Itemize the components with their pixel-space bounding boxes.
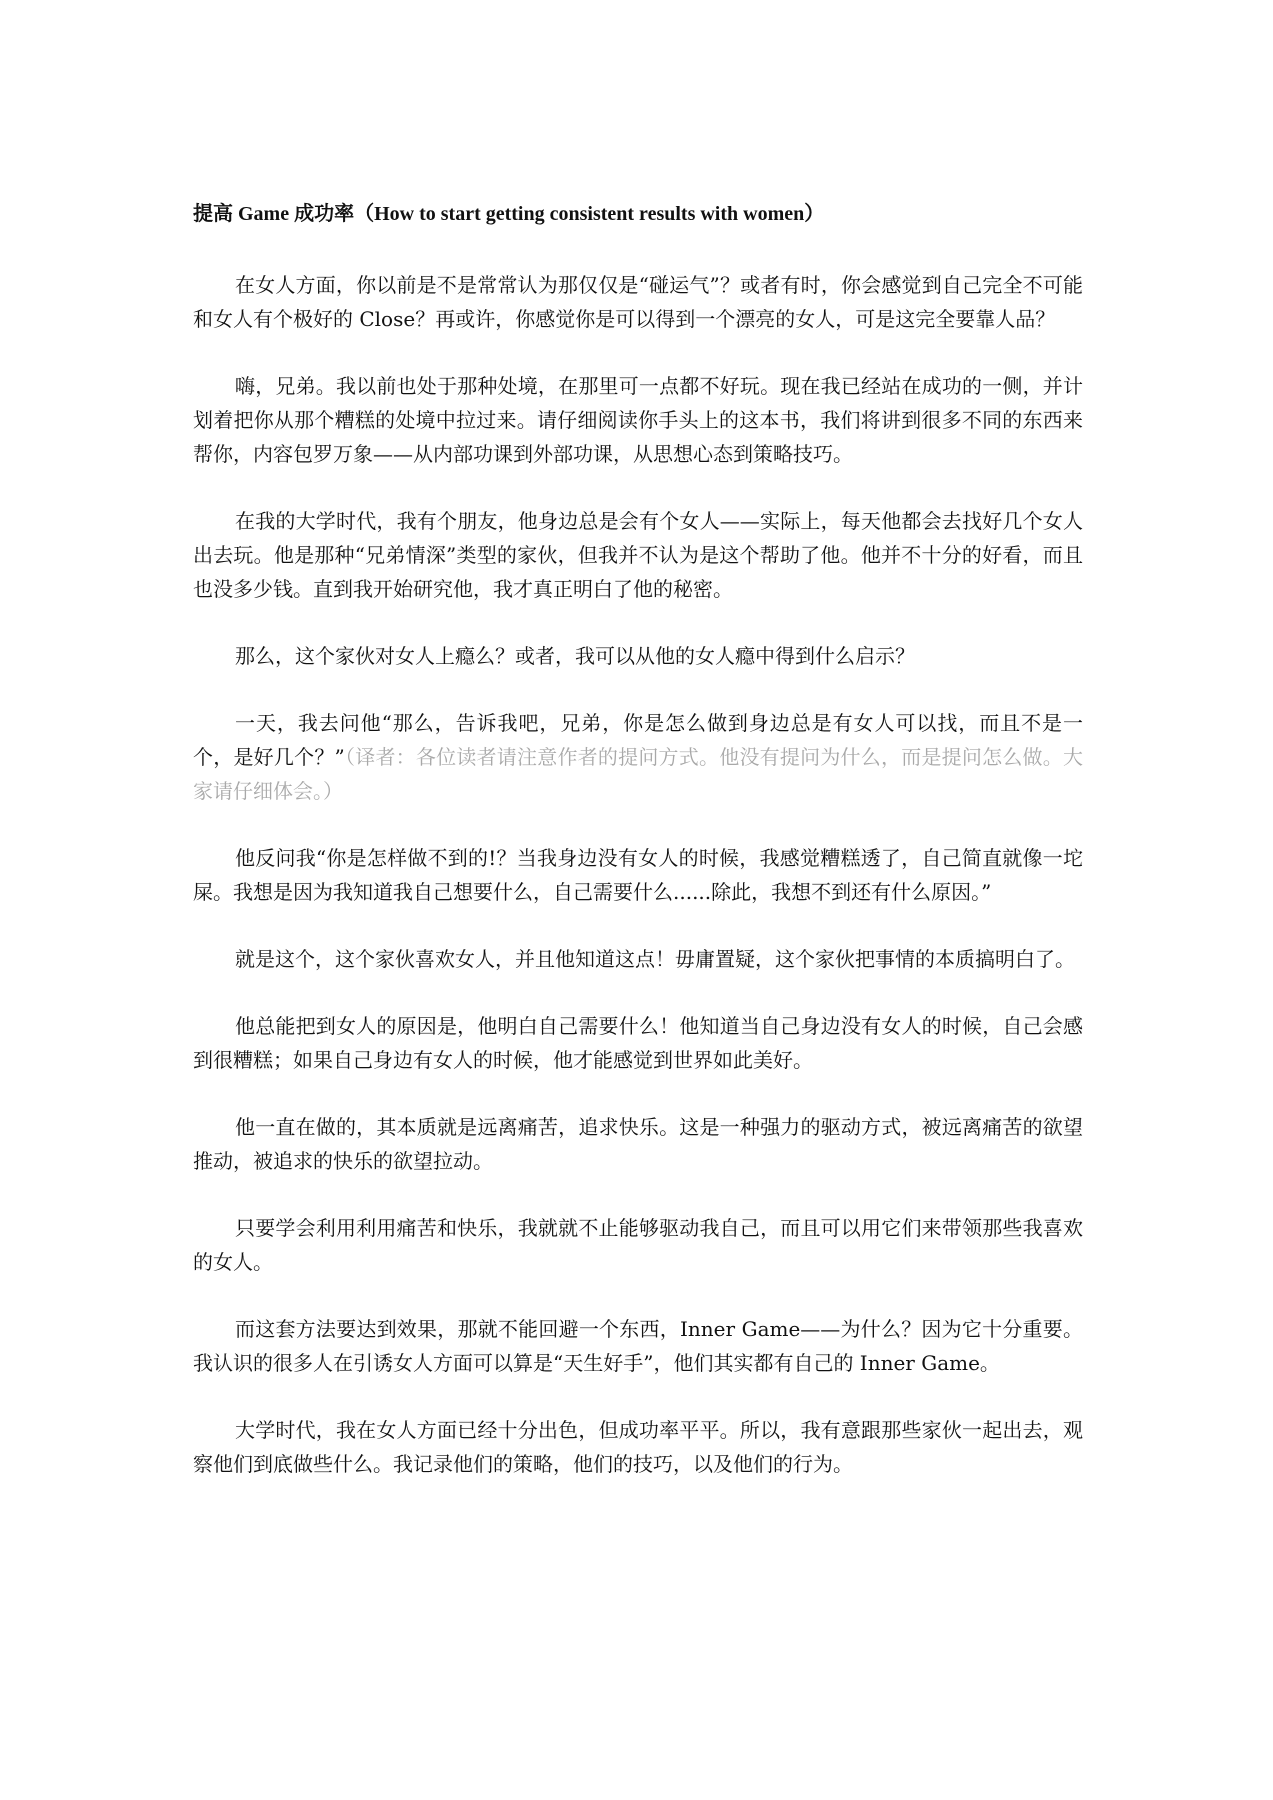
paragraph-2: 嗨，兄弟。我以前也处于那种处境，在那里可一点都不好玩。现在我已经站在成功的一侧，并计划着把你从那个糟糕的处境中拉过来。请仔细阅读你手头上的这本书，我们将讲到很多不同的东西来帮你，内容包罗万象——从内部功课到外部功课，从思想心态到策略技巧。 — [193, 374, 1083, 466]
paragraph-1: 在女人方面，你以前是不是常常认为那仅仅是“碰运气”？或者有时，你会感觉到自己完全不可能和女人有个极好的 Close？再或许，你感觉你是可以得到一个漂亮的女人，可是这完全要靠人品？ — [193, 273, 1083, 331]
paragraph-6: 他反问我“你是怎样做不到的!？当我身边没有女人的时候，我感觉糟糕透了，自己简直就像一坨屎。我想是因为我知道我自己想要什么，自己需要什么......除此，我想不到还有什么原因。” — [193, 846, 1083, 904]
dialog-text: 一天，我去问他“那么，告诉我吧，兄弟，你是怎么做到身边总是有女人可以找，而且不是一个，是好几个？” — [193, 711, 1083, 769]
paragraph-4: 那么，这个家伙对女人上瘾么？或者，我可以从他的女人瘾中得到什么启示？ — [235, 644, 915, 668]
document-title: 提高 Game 成功率（How to start getting consistent results with women） — [193, 203, 825, 225]
translator-note: （译者：各位读者请注意作者的提问方式。他没有提问为什么，而是提问怎么做。大家请仔细体会。） — [193, 745, 1083, 803]
document-page — [193, 200, 1083, 1514]
paragraph-10: 只要学会利用利用痛苦和快乐，我就就不止能够驱动我自己，而且可以用它们来带领那些我喜欢的女人。 — [193, 1216, 1083, 1274]
paragraph-11: 而这套方法要达到效果，那就不能回避一个东西，Inner Game——为什么？因为它十分重要。我认识的很多人在引诱女人方面可以算是“天生好手”，他们其实都有自己的 Inner Game。 — [193, 1317, 1083, 1375]
paragraph-12: 大学时代，我在女人方面已经十分出色，但成功率平平。所以，我有意跟那些家伙一起出去，观察他们到底做些什么。我记录他们的策略，他们的技巧，以及他们的行为。 — [193, 1418, 1083, 1476]
paragraph-9: 他一直在做的，其本质就是远离痛苦，追求快乐。这是一种强力的驱动方式，被远离痛苦的欲望推动，被追求的快乐的欲望拉动。 — [193, 1115, 1083, 1173]
paragraph-8: 他总能把到女人的原因是，他明白自己需要什么！他知道当自己身边没有女人的时候，自己会感到很糟糕；如果自己身边有女人的时候，他才能感觉到世界如此美好。 — [193, 1014, 1083, 1072]
paragraph-5 — [193, 706, 1083, 808]
paragraph-3: 在我的大学时代，我有个朋友，他身边总是会有个女人——实际上，每天他都会去找好几个女人出去玩。他是那种“兄弟情深”类型的家伙，但我并不认为是这个帮助了他。他并不十分的好看，而且也没多少钱。直到我开始研究他，我才真正明白了他的秘密。 — [193, 509, 1083, 601]
paragraph-7: 就是这个，这个家伙喜欢女人，并且他知道这点！毋庸置疑，这个家伙把事情的本质搞明白了。 — [235, 947, 1075, 971]
